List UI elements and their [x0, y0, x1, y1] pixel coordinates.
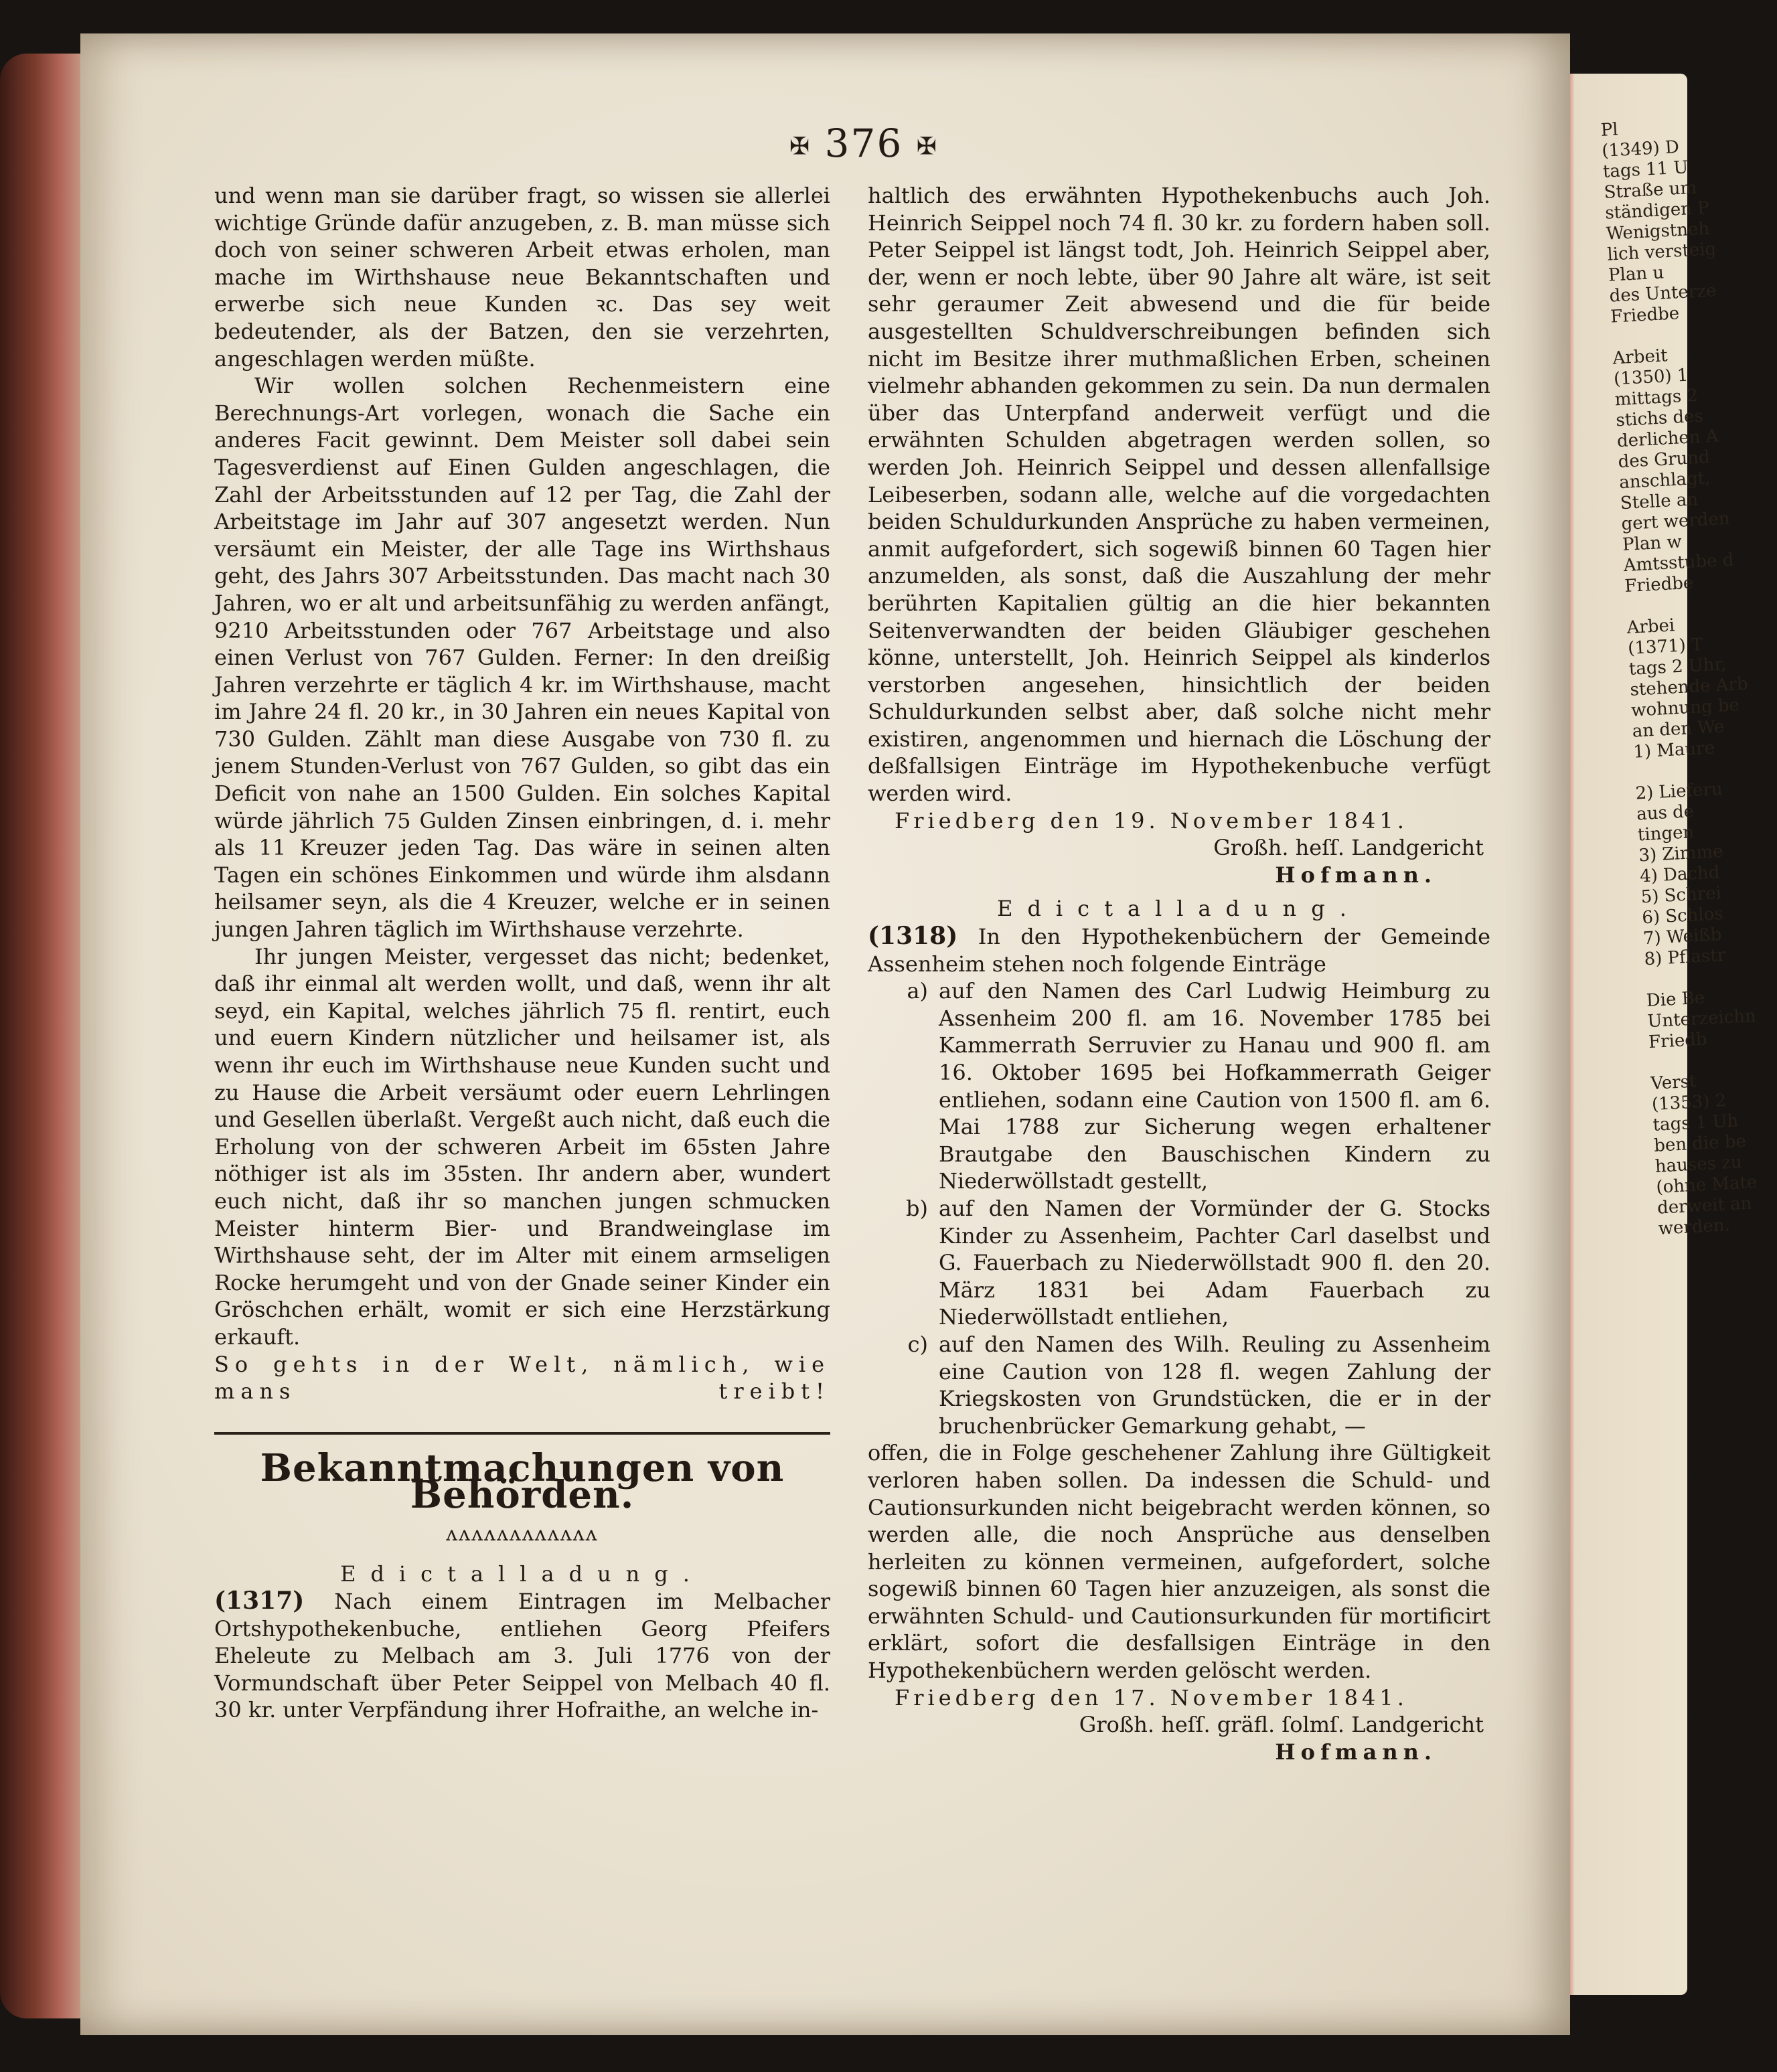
next-page-line: Straße um	[1603, 177, 1697, 203]
right-column	[868, 182, 1490, 1765]
left-column	[214, 182, 830, 1724]
entry-label: a)	[907, 978, 928, 1004]
next-page-line: Wenigstneh	[1606, 218, 1710, 244]
next-page-line: ben die be	[1653, 1131, 1747, 1156]
next-page-line: mittags 2	[1614, 385, 1699, 410]
next-page-line: Arbei	[1626, 615, 1675, 638]
notice-text: Nach einem Eintragen im Melbacher Ortshypothekenbuche, entliehen Georg Pfeifers Eheleute zu Melbach am 3. Juli 1776 von der Vormundschaft über Peter Seippel von Melbach 40 fl. 30 kr. unter Verpfändung ihrer Hofraithe, an welche in-	[214, 1589, 831, 1723]
paragraph: und wenn man sie darüber fragt, so wissen sie allerlei wichtige Gründe dafür anzugeben, z. B. man müsse sich doch von seiner schweren Arbeit etwas erholen, man mache im Wirthshause neue Bekanntschaften und erwerbe sich neue Kunden ꝛc. Das sey weit bedeutender, als der Batzen, den sie verzehrten, angeschlagen werden müßte.	[214, 183, 830, 372]
ornament-right-icon: ✠	[916, 133, 938, 161]
next-page-line: stehende Arb	[1629, 673, 1749, 700]
next-page-line: Arbeit	[1612, 345, 1669, 369]
next-page-line: tags 2 Uhr,	[1628, 654, 1727, 680]
next-page-line: anschlagt,	[1618, 468, 1711, 493]
next-page-line: lich versteig	[1606, 239, 1717, 265]
paragraph: Ihr jungen Meister, vergesset das nicht; bedenket, daß ihr einmal alt werden wollt, und daß, wenn ihr alt seyd, ein Kapital, welches jährlich 75 fl. rentirt, euch und euern Kindern nützlicher und heilsamer ist, als wenn ihr euch im Wirthshause neue Kunden sucht und zu Hause die Arbeit versäumt oder euern Lehrlingen und Gesellen überlaßt. Vergeßt auch nicht, daß euch die Erholung von der schweren Arbeit im 65sten Jahre nöthiger ist als im 35sten. Ihr andern aber, wundert euch nicht, daß ihr so manchen jungen schmucken Meister hinterm Bier- und Brandweinglase im Wirthshause seht, der im Alter mit einem armseligen Rocke herumgeht und von der Gnade seiner Kinder ein Gröschchen erhält, womit er sich eine Herzstärkung erkauft.	[214, 943, 830, 1350]
notice-1317-continued: haltlich des erwähnten Hypothekenbuchs auch Joh. Heinrich Seippel noch 74 fl. 30 kr. zu fordern haben soll. Peter Seippel ist längst todt, Joh. Heinrich Seippel aber, der, wenn er noch lebte, über 90 Jahre alt wäre, ist seit sehr geraumer Zeit abwesend und die für beide ausgestellten Schuldverschreibungen befinden sich nicht im Besitze ihrer muthmaßlichen Erben, scheinen vielmehr abhanden gekommen zu sein. Da nun dermalen über das Unterpfand anderweit verfügt und die erwähnten Schulden abgetragen werden sollen, so werden Joh. Heinrich Seippel und dessen allenfallsige Leibeserben, sodann alle, welche auf die vorgedachten beiden Schuldurkunden Ansprüche zu haben vermeinen, anmit aufgefordert, sich sogewiß binnen 60 Tagen hier anzumelden, als sonst, daß die Auszahlung der mehr berührten Kapitalien gültig an die hier bekannten Seitenverwandten der beiden Gläubiger geschehen könne, unterstellt, Joh. Heinrich Seippel als kinderlos verstorben angesehen, hinsichtlich der beiden Schuldurkunden selbst aber, daß solche nicht mehr existiren, angenommen und hiernach die Löschung der deßfallsigen Einträge im Hypothekenbuche verfügt werden wird.	[868, 183, 1490, 807]
notice-number: (1318)	[868, 922, 958, 951]
next-page-line: tags 11 U	[1602, 157, 1689, 182]
next-page-line: 3) Zimme	[1638, 841, 1724, 866]
next-page-line: (1350) 1	[1613, 365, 1689, 390]
next-page-line: (1371) T	[1627, 635, 1704, 659]
next-page-line: 4) Dachd	[1639, 862, 1721, 887]
next-page-line: derlichen A	[1616, 426, 1719, 452]
notice-1317	[214, 1587, 830, 1724]
entry-text: auf den Namen des Carl Ludwig Heimburg zu Assenheim 200 fl. am 16. November 1785 bei Kammerrath Serruvier zu Hanau und 900 fl. am 16. Oktober 1695 bei Hofkammerrath Geiger entliehen, sodann eine Caution von 1500 fl. am 6. Mai 1788 zur Sicherung wegen erhaltener Brautgabe den Bauschischen Kindern zu Niederwöllstadt gestellt,	[939, 978, 1490, 1194]
notice-closing: offen, die in Folge geschehener Zahlung ihre Gültigkeit verloren haben sollen. Da indessen die Schuld- und Cautionsurkunden nicht beigebracht werden können, so werden alle, die noch Ansprüche aus denselben herleiten zu können vermeinen, aufgefordert, solche sogewiß binnen 60 Tagen hier anzuzeigen, als sonst die erwähnten Schuld- und Cautionsurkunden für mortificirt erklärt, sofort die desfallsigen Einträge in den Hypothekenbüchern werden gelöscht werden.	[868, 1440, 1490, 1684]
next-page-line: 2) Lieferu	[1634, 779, 1723, 804]
next-page-line: Plan w	[1622, 532, 1683, 556]
next-page-line: Stelle an	[1620, 489, 1699, 514]
next-page-line: werden.	[1657, 1215, 1731, 1239]
edict-title: Edictalladung.	[340, 1561, 704, 1587]
entry-text: auf den Namen des Wilh. Reuling zu Assenheim eine Caution von 128 fl. wegen Zahlung der Kriegskosten von Grundstücken, die er in der bruchenbrücker Gemarkung gehabt, —	[939, 1331, 1490, 1439]
page-number	[763, 121, 964, 166]
next-page-line: tags 1 Uh	[1652, 1111, 1739, 1135]
edict-title: Edictalladung.	[997, 896, 1361, 922]
signer-name: Hofmann.	[1275, 1739, 1437, 1765]
section-divider	[214, 1432, 830, 1435]
place-date: Friedberg den 19. November 1841.	[895, 807, 1408, 833]
next-page-line: derweit an	[1656, 1193, 1753, 1218]
signer-name: Hofmann.	[1275, 862, 1437, 888]
next-page-line: 5) Schrei	[1640, 883, 1722, 908]
next-page-line: Amtsstube d	[1623, 550, 1735, 576]
section-ornament: ʌʌʌʌʌʌʌʌʌʌʌʌ	[446, 1522, 599, 1546]
notice-1318	[868, 923, 1490, 977]
page-number-text: 376	[824, 121, 903, 166]
next-page-line: hauses zu	[1654, 1152, 1743, 1177]
next-page-line: des Unterze	[1608, 281, 1717, 307]
next-page-line: Verst	[1650, 1071, 1697, 1095]
next-page-line: tingen	[1637, 822, 1695, 846]
next-page-line: 7) Weißb	[1642, 925, 1722, 949]
entry-label: c)	[907, 1331, 928, 1357]
next-page-line: (1349) D	[1601, 137, 1680, 161]
place-date: Friedberg den 17. November 1841.	[895, 1684, 1408, 1710]
next-page-line: Friedb	[1648, 1029, 1708, 1053]
closing-line: So gehts in der Welt, nämlich, wie mans treibt!	[214, 1351, 830, 1405]
court-name: Großh. heſſ. gräfl. ſolmſ. Landgericht	[1079, 1712, 1484, 1738]
list-item	[868, 977, 1490, 1195]
next-page-line: 8) Pflastr	[1643, 945, 1726, 970]
next-page-line: Friedbe	[1610, 303, 1680, 327]
next-page-line: ständigen P	[1604, 197, 1710, 224]
next-page-line: (1353) 2	[1651, 1091, 1727, 1115]
next-page-line: gert werden	[1620, 508, 1731, 535]
next-page-line: 6) Schlos	[1641, 904, 1724, 929]
entry-label: b)	[906, 1195, 928, 1221]
next-page-line: des Grund	[1617, 447, 1711, 473]
next-page-line: 1) Maure	[1632, 738, 1715, 763]
next-page-line: (ohne Mate	[1655, 1172, 1758, 1198]
notice-number: (1317)	[214, 1587, 305, 1615]
next-page-line: Die Be	[1646, 987, 1705, 1012]
list-item	[868, 1195, 1490, 1331]
next-page-line: aus de	[1636, 801, 1695, 825]
notice-intro: In den Hypothekenbüchern der Gemeinde Assenheim stehen noch folgende Einträge	[868, 924, 1491, 977]
next-page-line: stichs des	[1615, 406, 1704, 431]
next-page-line: wohnung be	[1630, 695, 1740, 721]
next-page-line: an den We	[1632, 716, 1725, 742]
next-page-line: Friedbe	[1624, 572, 1694, 597]
court-name: Großh. heſſ. Landgericht	[1213, 835, 1484, 861]
section-heading: Bekanntmachungen von Behörden.	[260, 1445, 785, 1518]
next-page-line: Pl	[1600, 119, 1619, 141]
paragraph: Wir wollen solchen Rechenmeistern eine Berechnungs-Art vorlegen, wonach die Sache ein anderes Facit gewinnt. Dem Meister soll dabei sein Tagesverdienst auf Einen Gulden angeschlagen, die Zahl der Arbeitsstunden auf 12 per Tag, die Zahl der Arbeitstage im Jahr auf 307 angesetzt werden. Nun versäumt ein Meister, der alle Tage ins Wirthshaus geht, des Jahrs 307 Arbeitsstunden. Das macht nach 30 Jahren, wo er alt und arbeitsunfähig zu werden anfängt, 9210 Arbeitsstunden oder 767 Arbeitstage und also einen Verlust von 767 Gulden. Ferner: In den dreißig Jahren verzehrte er täglich 4 kr. im Wirthshause, macht im Jahre 24 fl. 20 kr., in 30 Jahren ein neues Kapital von 730 Gulden. Zählt man diese Ausgabe von 730 fl. zu jenem Stunden-Verlust von 767 Gulden, so gibt das ein Deficit von nahe an 1500 Gulden. Ein solches Kapital würde jährlich 75 Gulden Zinsen einbringen, d. i. mehr als 11 Kreuzer jeden Tag. Das wäre in seinen alten Tagen ein schönes Einkommen und würde ihm alsdann heilsamer seyn, als die 4 Kreuzer, welche er in seinen jungen Jahren täglich im Wirthshause verzehrte.	[214, 373, 830, 943]
ornament-left-icon: ✠	[789, 133, 812, 161]
next-page-line: Plan u	[1608, 262, 1665, 286]
list-item	[868, 1331, 1490, 1439]
entry-text: auf den Namen der Vormünder der G. Stocks Kinder zu Assenheim, Pachter Carl daselbst und G. Fauerbach zu Niederwöllstadt 900 fl. den 20. März 1831 bei Adam Fauerbach zu Niederwöllstadt entliehen,	[939, 1195, 1490, 1330]
next-page-line: Unterzeichn	[1646, 1006, 1757, 1032]
